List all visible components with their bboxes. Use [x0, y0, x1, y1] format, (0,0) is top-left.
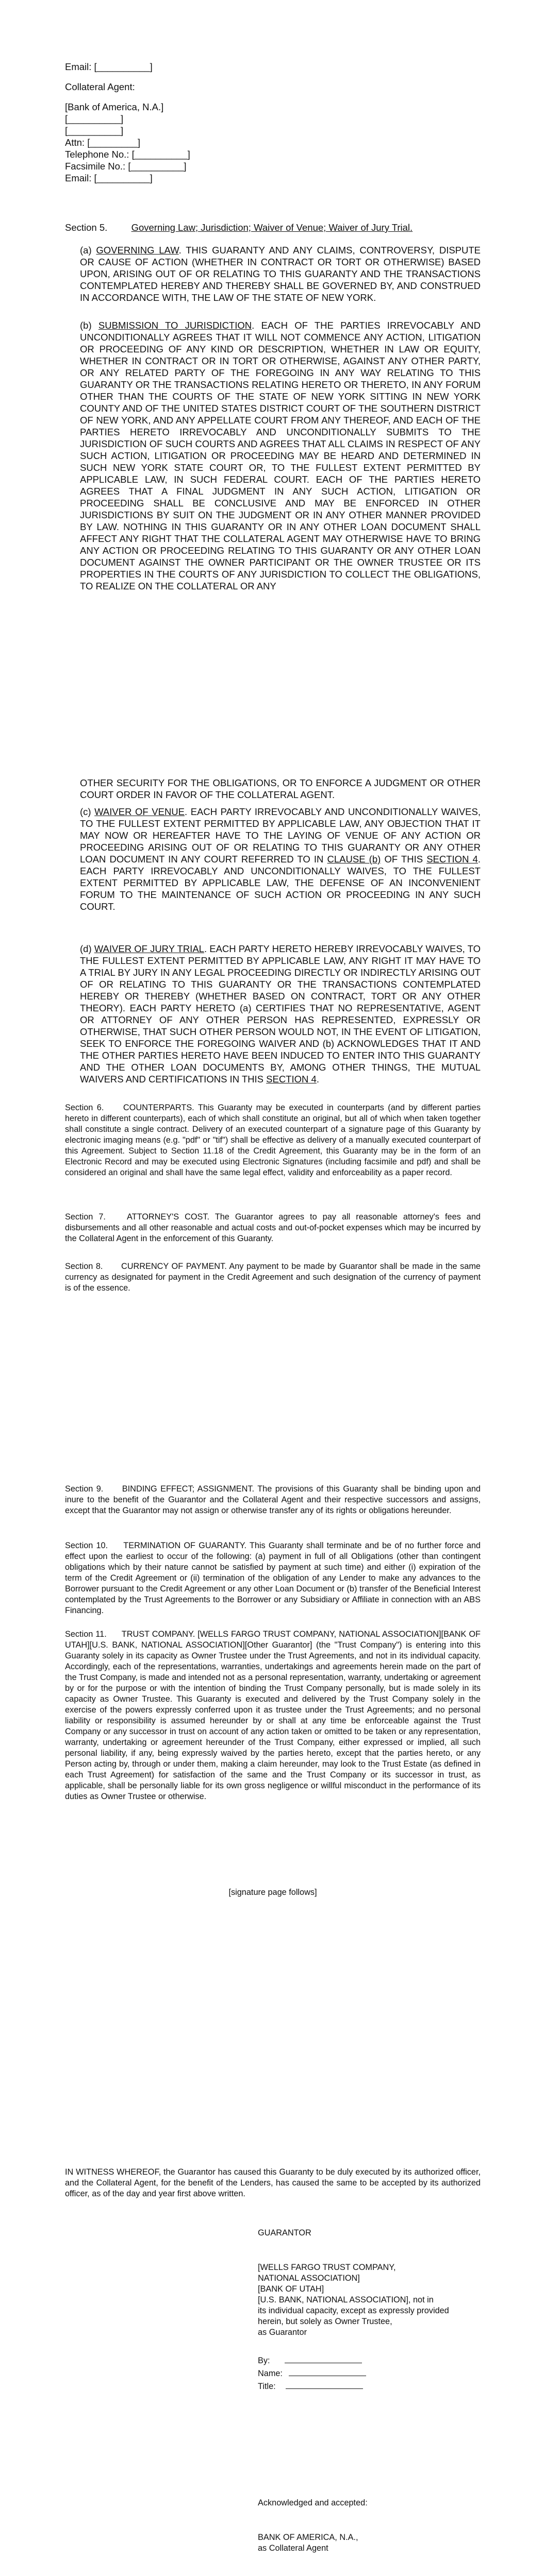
section-number: Section 10.	[65, 1541, 108, 1550]
signature-page-follows	[65, 1887, 481, 1899]
section-8	[65, 1261, 481, 1294]
section-reference: SECTION 4	[266, 1074, 317, 1084]
clause-text: OF THIS	[381, 854, 427, 865]
by-label: By:	[258, 2356, 270, 2365]
email-line-2: Email: [__________]	[65, 173, 153, 183]
title-line	[258, 2379, 485, 2392]
section-heading: Governing Law; Jurisdiction; Waiver of Venue; Waiver of Jury Trial.	[131, 222, 413, 233]
clause-text: .	[316, 1074, 319, 1084]
address-blank-2: [__________]	[65, 125, 124, 136]
name-label: Name:	[258, 2369, 283, 2378]
clause-5c	[80, 806, 481, 912]
clause-text: . EACH OF THE PARTIES IRREVOCABLY AND UNCONDITIONALLY AGREES THAT IT WILL NOT COMMENCE ANY ACTION, LITIGATION OR PROCEEDING OF ANY KIND OR DESCRIPTION, WHETHER IN LAW OR EQUITY, WHETHER IN CONTRACT OR IN TORT OR OTHERWISE, AGAINST ANY OTHER PARTY, OR ANY RELATED PARTY OF THE FOREGOING IN ANY WAY RELATING TO THIS GUARANTY OR THE TRANSACTIONS RELATING HERETO OR THERETO, IN ANY FORUM OTHER THAN THE COURTS OF THE STATE OF NEW YORK SITTING IN NEW YORK COUNTY AND OF THE UNITED STATES DISTRICT COURT OF THE SOUTHERN DISTRICT OF NEW YORK, AND ANY APPELLATE COURT FROM ANY THEREOF, AND EACH OF THE PARTIES HERETO IRREVOCABLY AND UNCONDITIONALLY SUBMITS TO THE JURISDICTION OF SUCH COURTS AND AGREES THAT ALL CLAIMS IN RESPECT OF ANY SUCH ACTION, LITIGATION OR PROCEEDING MAY BE HEARD AND DETERMINED IN SUCH NEW YORK STATE COURT OR, TO THE FULLEST EXTENT PERMITTED BY APPLICABLE LAW, IN SUCH FEDERAL COURT. EACH OF THE PARTIES HERETO AGREES THAT A FINAL JUDGMENT IN ANY SUCH ACTION, LITIGATION OR PROCEEDING SHALL BE CONCLUSIVE AND MAY BE ENFORCED IN OTHER JURISDICTIONS BY SUIT ON THE JUDGMENT OR IN ANY OTHER MANNER PROVIDED BY LAW. NOTHING IN THIS GUARANTY OR IN ANY OTHER LOAN DOCUMENT SHALL AFFECT ANY RIGHT THAT THE COLLATERAL AGENT MAY OTHERWISE HAVE TO BRING ANY ACTION OR PROCEEDING RELATING TO THIS GUARANTY OR ANY OTHER LOAN DOCUMENT AGAINST THE OWNER PARTICIPANT OR THE OWNER TRUSTEE OR ITS PROPERTIES IN THE COURTS OF ANY JURISDICTION TO COLLECT THE OBLIGATIONS, TO REALIZE ON THE COLLATERAL OR ANY	[80, 320, 481, 591]
guarantor-signature-block	[258, 2228, 485, 2392]
section-11	[65, 1629, 481, 1802]
clause-heading: SUBMISSION TO JURISDICTION	[98, 320, 252, 331]
clause-text: . EACH PARTY HERETO HEREBY IRREVOCABLY WAIVES, TO THE FULLEST EXTENT PERMITTED BY APPLICABLE LAW, ANY RIGHT IT MAY HAVE TO A TRIAL BY JURY IN ANY LEGAL PROCEEDING DIRECTLY OR INDIRECTLY ARISING OUT OF OR RELATING TO THIS GUARANTY OR THE TRANSACTIONS CONTEMPLATED HEREBY OR THEREBY (WHETHER BASED ON CONTRACT, TORT OR ANY OTHER THEORY). EACH PARTY HERETO (a) CERTIFIES THAT NO REPRESENTATIVE, AGENT OR ATTORNEY OF ANY OTHER PERSON HAS REPRESENTED, EXPRESSLY OR OTHERWISE, THAT SUCH OTHER PERSON WOULD NOT, IN THE EVENT OF LITIGATION, SEEK TO ENFORCE THE FOREGOING WAIVER AND (b) ACKNOWLEDGES THAT IT AND THE OTHER PARTIES HERETO HAVE BEEN INDUCED TO ENTER INTO THIS GUARANTY AND THE OTHER LOAN DOCUMENTS BY, AMONG OTHER THINGS, THE MUTUAL WAIVERS AND CERTIFICATIONS IN THIS	[80, 943, 481, 1084]
collateral-agent-role: as Collateral Agent	[258, 2544, 328, 2553]
clause-heading: WAIVER OF JURY TRIAL	[94, 943, 204, 954]
guarantor-name-line: its individual capacity, except as expressly provided	[258, 2306, 449, 2315]
collateral-agent-heading: Collateral Agent:	[65, 81, 135, 92]
section-text: TERMINATION OF GUARANTY. This Guaranty shall terminate and be of no further force and effect upon the earliest to occur of the following: (a) payment in full of all Obligations (other than contingent obligations which by their nature cannot be satisfied by payment at such time) and either (i) expiration of the term of the Credit Agreement or (ii) termination of the obligation of any Lender to make any advances to the Borrower pursuant to the Credit Agreement or any other Loan Document or (b) transfer of the Beneficial Interest contemplated by the Trust Agreements to the Borrower or any Subsidiary or Affiliate in connection with an ABS Financing.	[65, 1541, 481, 1615]
section-number: Section 6.	[65, 1103, 104, 1112]
guarantor-name-line: NATIONAL ASSOCIATION]	[258, 2274, 360, 2283]
section-number: Section 8.	[65, 1262, 103, 1271]
address-blank-1: [__________]	[65, 113, 124, 124]
name-line	[258, 2366, 485, 2379]
clause-label: (c)	[80, 806, 91, 817]
title-label: Title:	[258, 2382, 276, 2391]
facsimile-line: Facsimile No.: [__________]	[65, 161, 187, 172]
clause-text: OTHER SECURITY FOR THE OBLIGATIONS, OR TO ENFORCE A JUDGMENT OR OTHER COURT ORDER IN FAVOR OF THE COLLATERAL AGENT.	[80, 777, 481, 800]
guarantor-name-line: [BANK OF UTAH]	[258, 2284, 324, 2294]
name-field[interactable]	[289, 2366, 366, 2376]
guarantor-name-line: [WELLS FARGO TRUST COMPANY,	[258, 2263, 396, 2272]
collateral-agent-name: BANK OF AMERICA, N.A.,	[258, 2533, 358, 2542]
guarantor-name-line: herein, but solely as Owner Trustee,	[258, 2317, 392, 2326]
clause-reference: CLAUSE (b)	[327, 854, 381, 865]
clause-5d	[80, 943, 481, 1085]
witness-paragraph	[65, 2167, 481, 2199]
acknowledged-signature-block	[258, 2498, 485, 2576]
section-6	[65, 1103, 481, 1178]
section-text: CURRENCY OF PAYMENT. Any payment to be made by Guarantor shall be made in the same currency as designated for payment in the Credit Agreement and such designation of the currency of payment is of the essence.	[65, 1262, 481, 1293]
section-number: Section 7.	[65, 1212, 106, 1222]
by-signature-field[interactable]	[285, 2353, 362, 2363]
clause-label: (b)	[80, 320, 92, 331]
section-7	[65, 1212, 481, 1244]
title-field[interactable]	[286, 2379, 363, 2389]
witness-text: IN WITNESS WHEREOF, the Guarantor has caused this Guaranty to be duly executed by its authorized officer, and the Collateral Agent, for the benefit of the Lenders, has caused the same to be accepted by its authorized officer, as of the day and year first above written.	[65, 2167, 481, 2198]
guarantor-name-line: as Guarantor	[258, 2328, 307, 2337]
guarantor-name-line: [U.S. BANK, NATIONAL ASSOCIATION], not in	[258, 2295, 434, 2304]
clause-text: . THIS GUARANTY AND ANY CLAIMS, CONTROVERSY, DISPUTE OR CAUSE OF ACTION (WHETHER IN CONTRACT OR TORT OR OTHERWISE) BASED UPON, ARISING OUT OF OR RELATING TO THIS GUARANTY AND THE TRANSACTIONS CONTEMPLATED HEREBY AND THEREBY SHALL BE GOVERNED BY, AND CONSTRUED IN ACCORDANCE WITH, THE LAW OF THE STATE OF NEW YORK.	[80, 245, 481, 303]
section-5-heading	[65, 222, 481, 233]
clause-text: . EACH PARTY IRREVOCABLY AND UNCONDITIONALLY WAIVES, TO THE FULLEST EXTENT PERMITTED BY APPLICABLE LAW, THE DEFENSE OF AN INCONVENIENT FORUM TO THE MAINTENANCE OF SUCH ACTION OR PROCEEDING IN ANY SUCH COURT.	[80, 854, 481, 912]
section-number: Section 9.	[65, 1484, 104, 1494]
clause-5b-continued	[80, 777, 481, 801]
section-number: Section 5.	[65, 222, 108, 233]
by-line	[258, 2353, 485, 2366]
clause-label: (a)	[80, 245, 92, 256]
signature-follows-text: [signature page follows]	[228, 1888, 317, 1897]
notice-block	[65, 61, 481, 184]
acknowledged-heading: Acknowledged and accepted:	[258, 2498, 368, 2507]
bank-name: [Bank of America, N.A.]	[65, 101, 164, 112]
attn-line: Attn: [_________]	[65, 137, 141, 148]
section-text: COUNTERPARTS. This Guaranty may be executed in counterparts (and by different parties hereto in different counterparts), each of which shall constitute an original, but all of which when taken together shall constitute a single contract. Delivery of an executed counterpart of a signature page of this Guaranty by electronic imaging means (e.g. "pdf" or "tif") shall be effective as delivery of a manually executed counterpart of this Agreement. Subject to Section 11.18 of the Credit Agreement, this Guaranty may be in the form of an Electronic Record and may be executed using Electronic Signatures (including facsimile and pdf) and shall be considered an original and shall have the same legal effect, validity and enforceability as a paper record.	[65, 1103, 481, 1177]
section-reference: SECTION 4	[426, 854, 478, 865]
guarantor-heading: GUARANTOR	[258, 2228, 311, 2238]
email-line: Email: [__________]	[65, 61, 153, 72]
section-9	[65, 1484, 481, 1516]
clause-text: . EACH PARTY IRREVOCABLY AND UNCONDITIONALLY WAIVES, TO THE FULLEST EXTENT PERMITTED BY APPLICABLE LAW, ANY OBJECTION THAT IT MAY NOW OR HEREAFTER HAVE TO THE LAYING OF VENUE OF ANY ACTION OR PROCEEDING ARISING OUT OF OR RELATING TO THIS GUARANTY OR ANY OTHER LOAN DOCUMENT IN ANY COURT REFERRED TO IN	[80, 806, 481, 865]
section-10	[65, 1540, 481, 1616]
clause-5a	[80, 244, 481, 303]
clause-5b	[80, 319, 481, 592]
clause-label: (d)	[80, 943, 92, 954]
section-text: TRUST COMPANY. [WELLS FARGO TRUST COMPANY, NATIONAL ASSOCIATION][BANK OF UTAH][U.S. BANK, NATIONAL ASSOCIATION][Other Guarantor] (the "Trust Company") is entering into this Guaranty solely in its capacity as Owner Trustee under the Trust Agreements, and not in its individual capacity. Accordingly, each of the representations, warranties, undertakings and agreements herein made on the part of the Trust Company, is made and intended not as a personal representation, warranty, undertaking or agreement by or for the purpose or with the intention of binding the Trust Company personally, but is made solely in its capacity as Owner Trustee. This Guaranty is executed and delivered by the Trust Company solely in the exercise of the powers expressly conferred upon it as trustee under the Trust Agreements; and no personal liability or responsibility is assumed hereunder by or shall at any time be enforceable against the Trust Company or any successor in trust on account of any action taken or omitted to be taken or any representation, warranty, undertaking or agreement hereunder of the Trust Company, either expressed or implied, all such personal liability, if any, being expressly waived by the parties hereto, except that the parties hereto, or any Person acting by, through or under them, making a claim hereunder, may look to the Trust Estate (as defined in each Trust Agreement) for satisfaction of the same and the Trust Company or its successor in trust, as applicable, shall be personally liable for its own gross negligence or willful misconduct in the performance of its duties as Owner Trustee or otherwise.	[65, 1630, 481, 1801]
clause-heading: WAIVER OF VENUE	[94, 806, 185, 817]
section-text: BINDING EFFECT; ASSIGNMENT. The provisions of this Guaranty shall be binding upon and inure to the benefit of the Guarantor and the Collateral Agent and their respective successors and assigns, except that the Guarantor may not assign or otherwise transfer any of its rights or obligations hereunder.	[65, 1484, 481, 1515]
clause-heading: GOVERNING LAW	[96, 245, 179, 256]
telephone-line: Telephone No.: [__________]	[65, 149, 190, 160]
section-text: ATTORNEY'S COST. The Guarantor agrees to pay all reasonable attorney's fees and disbursements and all other reasonable and actual costs and out-of-pocket expenses which may be incurred by the Collateral Agent in the enforcement of this Guaranty.	[65, 1212, 481, 1243]
section-number: Section 11.	[65, 1630, 107, 1639]
